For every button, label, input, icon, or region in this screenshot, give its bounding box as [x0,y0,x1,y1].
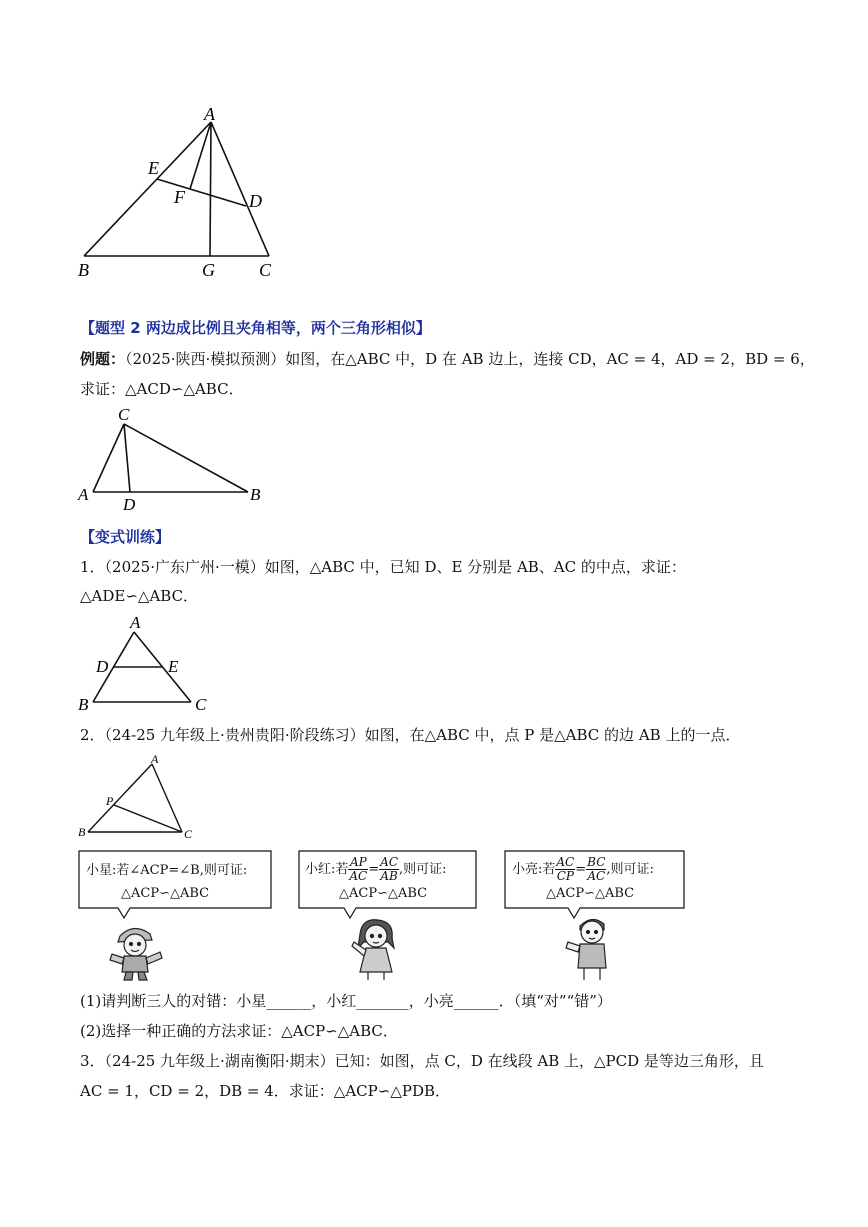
bubble-2-suffix: ,则可证: [399,862,447,877]
label-d: D [96,657,109,676]
question-1-line1: 1．（2025·广东广州·一模）如图，△ABC 中，已知 D、E 分别是 AB、AC 的中点，求证： [80,558,686,576]
label-e: E [148,158,159,178]
label-d: D [123,495,136,514]
frac-den: AC [349,869,368,883]
frac-den: AB [380,869,398,883]
frac-num: AC [556,855,575,869]
label-b: B [78,825,86,839]
label-b: B [250,485,261,504]
bubble-3-line1 [512,856,654,883]
boy-xiaoxing-illustration [104,920,168,982]
bubble-3-suffix: ,则可证: [606,862,654,877]
bubble-3-prefix: 小亮:若 [512,862,556,877]
frac-num: AC [380,855,399,869]
side-ac [211,122,269,256]
figure-example-triangle [72,402,272,514]
label-a: A [130,613,141,632]
bubble-1-line1: 小星:若∠ACP=∠B,则可证: [86,863,248,878]
example-line1 [80,349,815,369]
bubble-2-line2: △ACP∽△ABC [339,886,428,901]
girl-xiaohong-illustration [346,914,406,982]
label-g: G [202,260,215,280]
question-2-part2: (2)选择一种正确的方法求证：△ACP∽△ABC． [80,1022,398,1040]
segment-ed [157,179,246,206]
question-2-part1: (1)请判断三人的对错：小星______，小红_______，小亮______．（填“对”“错”） [80,992,612,1010]
segment-ag [210,122,211,256]
example-text: （2025·陕西·模拟预测）如图，在△ABC 中，D 在 AB 边上，连接 CD，AC = 4，AD = 2，BD = 6， [125,350,815,368]
example-line2: 求证：△ACD∽△ABC． [80,380,244,398]
frac-num: AP [349,855,367,869]
label-a: A [78,485,89,504]
section-heading-type2: 【题型 2 两边成比例且夹角相等，两个三角形相似】 [80,319,431,337]
figure-q1-triangle [72,612,222,714]
question-3-line1: 3．（24-25 九年级上·湖南衡阳·期末）已知：如图，点 C，D 在线段 AB 上，△PCD 是等边三角形，且 [80,1052,764,1070]
frac-num: BC [587,855,606,869]
frac-den: CP [556,869,574,883]
bubble-2-prefix: 小红:若 [305,862,349,877]
label-c: C [184,827,193,841]
equals-sign: = [368,862,380,877]
fraction-ac-cp [555,856,575,883]
example-label: 例题： [80,350,126,368]
bubble-1-line2: △ACP∽△ABC [121,886,210,901]
label-c: C [118,405,130,424]
label-b: B [78,260,89,280]
label-c: C [259,260,272,280]
figure-q2-triangle [74,750,204,842]
label-f: F [174,187,185,207]
section-heading-variants: 【变式训练】 [80,528,171,546]
question-3-line2: AC = 1，CD = 2，DB = 4．求证：△ACP∽△PDB． [80,1082,450,1100]
label-a: A [204,104,215,124]
label-d: D [249,191,262,211]
label-a: A [151,752,159,766]
figure-triangle-efdg [70,100,300,285]
fraction-ap-ac [348,856,368,883]
fraction-ac-ab [379,856,399,883]
fraction-bc-ac [586,856,606,883]
bubble-2-line1 [305,856,447,883]
label-b: B [78,695,89,714]
label-e: E [168,657,179,676]
equals-sign: = [575,862,587,877]
question-2-line1: 2．（24-25 九年级上·贵州贵阳·阶段练习）如图，在△ABC 中，点 P 是△ABC 的边 AB 上的一点． [80,726,741,744]
label-c: C [195,695,207,714]
label-p: P [106,794,114,808]
boy-xiaoliang-illustration [562,912,622,982]
question-1-line2: △ADE∽△ABC． [80,587,199,605]
frac-den: AC [587,869,606,883]
bubble-3-line2: △ACP∽△ABC [546,886,635,901]
